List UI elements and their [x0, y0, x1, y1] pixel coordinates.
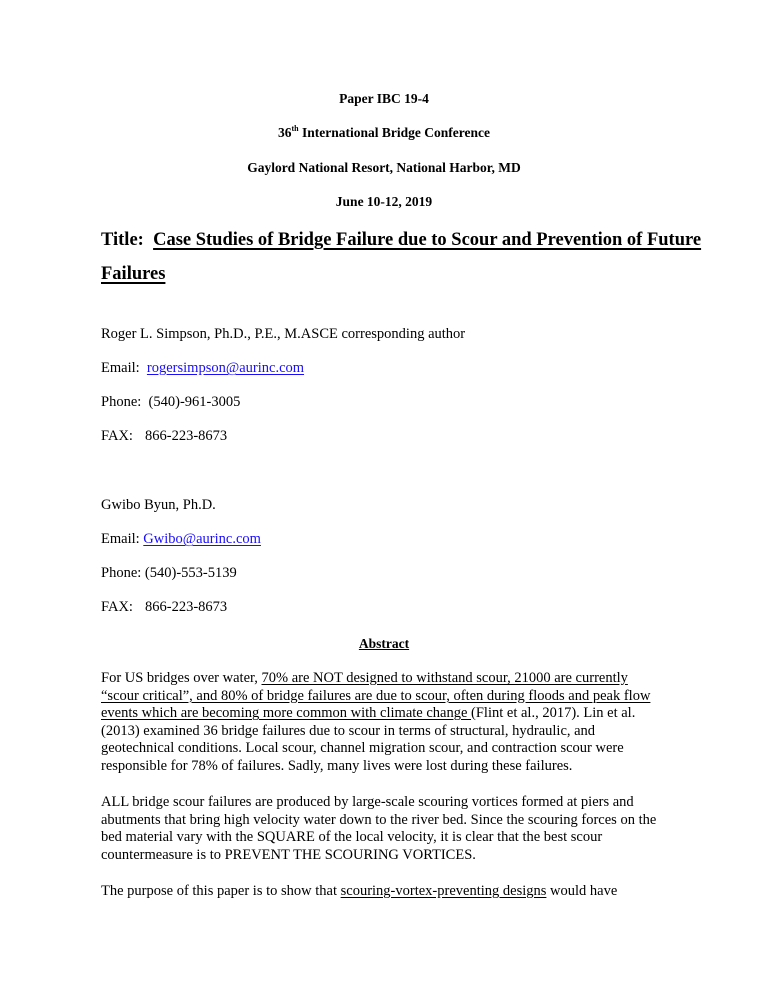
- text-line: [101, 883, 681, 901]
- underlined-text-run: scouring-vortex-preventing designs: [340, 883, 547, 899]
- author-1-phone: (540)-961-3005: [148, 394, 241, 410]
- text-line: countermeasure is to PREVENT THE SCOURING VORTICES.: [101, 846, 476, 863]
- email-label: Email:: [101, 360, 140, 376]
- title-label: Title:: [101, 230, 144, 250]
- text-line: [101, 705, 681, 723]
- author-2-fax-row: [101, 599, 227, 616]
- abstract-heading: [0, 636, 768, 652]
- author-1-name: Roger L. Simpson, Ph.D., P.E., M.ASCE corresponding author: [101, 326, 466, 342]
- phone-label: Phone:: [101, 394, 142, 410]
- email-label: Email:: [101, 531, 140, 547]
- text-line: abutments that bring high velocity water down to the river bed. Since the scouring forces on the: [101, 811, 657, 828]
- text-line: ALL bridge scour failures are produced by large-scale scouring vortices formed at piers and: [101, 794, 634, 810]
- underlined-text-run: 70% are NOT designed to withstand scour, 21000 are currently: [261, 670, 628, 686]
- abstract-heading-text: Abstract: [358, 636, 410, 651]
- conference-dates: June 10-12, 2019: [335, 194, 433, 209]
- conference-name-text: International Bridge Conference: [298, 125, 490, 140]
- author-1-phone-row: [101, 394, 240, 411]
- fax-label: FAX:: [101, 599, 133, 615]
- author-2-fax: 866-223-8673: [145, 599, 228, 615]
- paper-id: Paper IBC 19-4: [339, 91, 429, 106]
- author-2-phone: (540)-553-5139: [144, 565, 237, 581]
- author-2-email-link[interactable]: Gwibo@aurinc.com: [143, 531, 261, 547]
- citation-text: (Flint et al., 2017). Lin et al.: [471, 705, 636, 722]
- abstract-paragraph-1: [101, 670, 681, 776]
- underlined-text-line: “scour critical”, and 80% of bridge failures are due to scour, often during floods and peak flow: [101, 687, 651, 704]
- author-1-email-link[interactable]: rogersimpson@aurinc.com: [146, 360, 305, 376]
- author-1-email-row: [101, 360, 304, 377]
- abstract-paragraph-2: [101, 794, 681, 864]
- underlined-text-run: events which are becoming more common with climate change: [101, 705, 472, 722]
- text-run: would have: [546, 883, 618, 899]
- text-line: [101, 670, 681, 688]
- conference-ordinal-suffix: th: [291, 124, 299, 133]
- paper-title: [101, 229, 702, 251]
- text-line: geotechnical conditions. Local scour, channel migration scour, and contraction scour were: [101, 740, 624, 757]
- venue: Gaylord National Resort, National Harbor, MD: [247, 160, 521, 175]
- author-2-name: Gwibo Byun, Ph.D.: [101, 497, 216, 513]
- author-2-phone-row: [101, 565, 237, 582]
- text-run: The purpose of this paper is to show that: [101, 883, 341, 899]
- paper-title-continued: [101, 263, 671, 285]
- title-line-1: Case Studies of Bridge Failure due to Scour and Prevention of Future: [153, 230, 702, 250]
- text-run: For US bridges over water,: [101, 670, 262, 686]
- text-line: bed material vary with the SQUARE of the local velocity, it is clear that the best scour: [101, 829, 603, 846]
- author-1-fax: 866-223-8673: [145, 428, 228, 444]
- conference-ordinal-number: 36: [278, 125, 292, 140]
- phone-label: Phone:: [101, 565, 142, 581]
- author-2-email-row: [101, 531, 261, 548]
- fax-label: FAX:: [101, 428, 133, 444]
- conference-name: [0, 125, 768, 141]
- title-line-2: Failures: [101, 264, 166, 284]
- author-1-fax-row: [101, 428, 227, 445]
- text-line: responsible for 78% of failures. Sadly, many lives were lost during these failures.: [101, 757, 573, 774]
- text-line: (2013) examined 36 bridge failures due to scour in terms of structural, hydraulic, and: [101, 722, 596, 739]
- abstract-paragraph-3: [101, 883, 681, 901]
